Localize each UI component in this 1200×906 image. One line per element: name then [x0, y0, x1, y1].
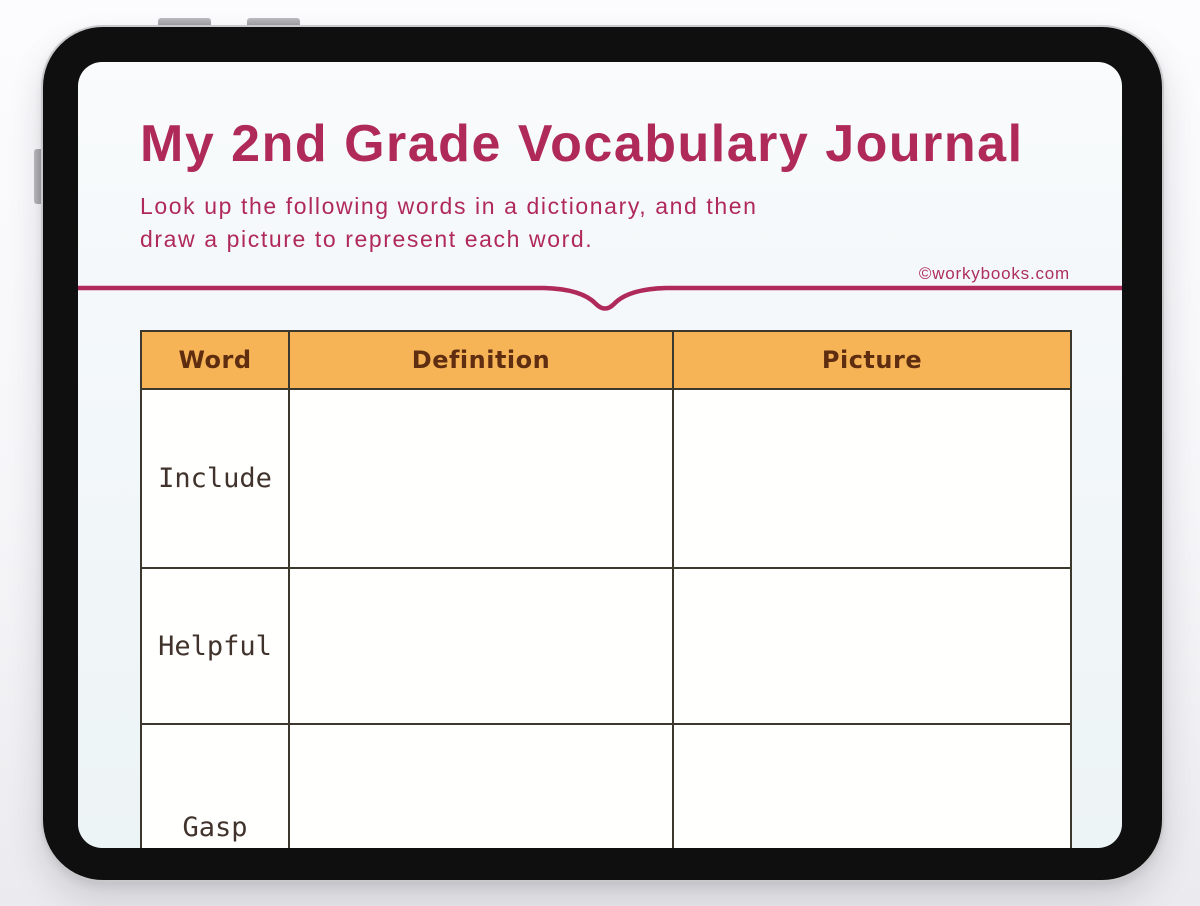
instructions-line-1: Look up the following words in a dictionary, and then — [140, 193, 758, 219]
picture-cell[interactable] — [673, 568, 1071, 724]
word-cell: Helpful — [141, 568, 289, 724]
table-row — [141, 568, 1071, 724]
worksheet-instructions — [140, 190, 758, 256]
picture-cell[interactable] — [673, 389, 1071, 568]
table-row — [141, 724, 1071, 848]
divider-brace-icon — [78, 284, 1122, 316]
vocabulary-worksheet — [78, 62, 1122, 848]
picture-cell[interactable] — [673, 724, 1071, 848]
definition-cell[interactable] — [289, 568, 673, 724]
column-header-picture: Picture — [673, 331, 1071, 389]
table-header-row — [141, 331, 1071, 389]
tablet-device-frame — [43, 27, 1162, 880]
vocabulary-table — [140, 330, 1072, 848]
column-header-word: Word — [141, 331, 289, 389]
table-row — [141, 389, 1071, 568]
worksheet-title: My 2nd Grade Vocabulary Journal — [140, 115, 1024, 173]
definition-cell[interactable] — [289, 389, 673, 568]
watermark: ©workybooks.com — [918, 264, 1070, 283]
tablet-screen — [78, 62, 1122, 848]
column-header-definition: Definition — [289, 331, 673, 389]
definition-cell[interactable] — [289, 724, 673, 848]
word-cell: Gasp — [141, 724, 289, 848]
instructions-line-2: draw a picture to represent each word. — [140, 226, 594, 252]
word-cell: Include — [141, 389, 289, 568]
